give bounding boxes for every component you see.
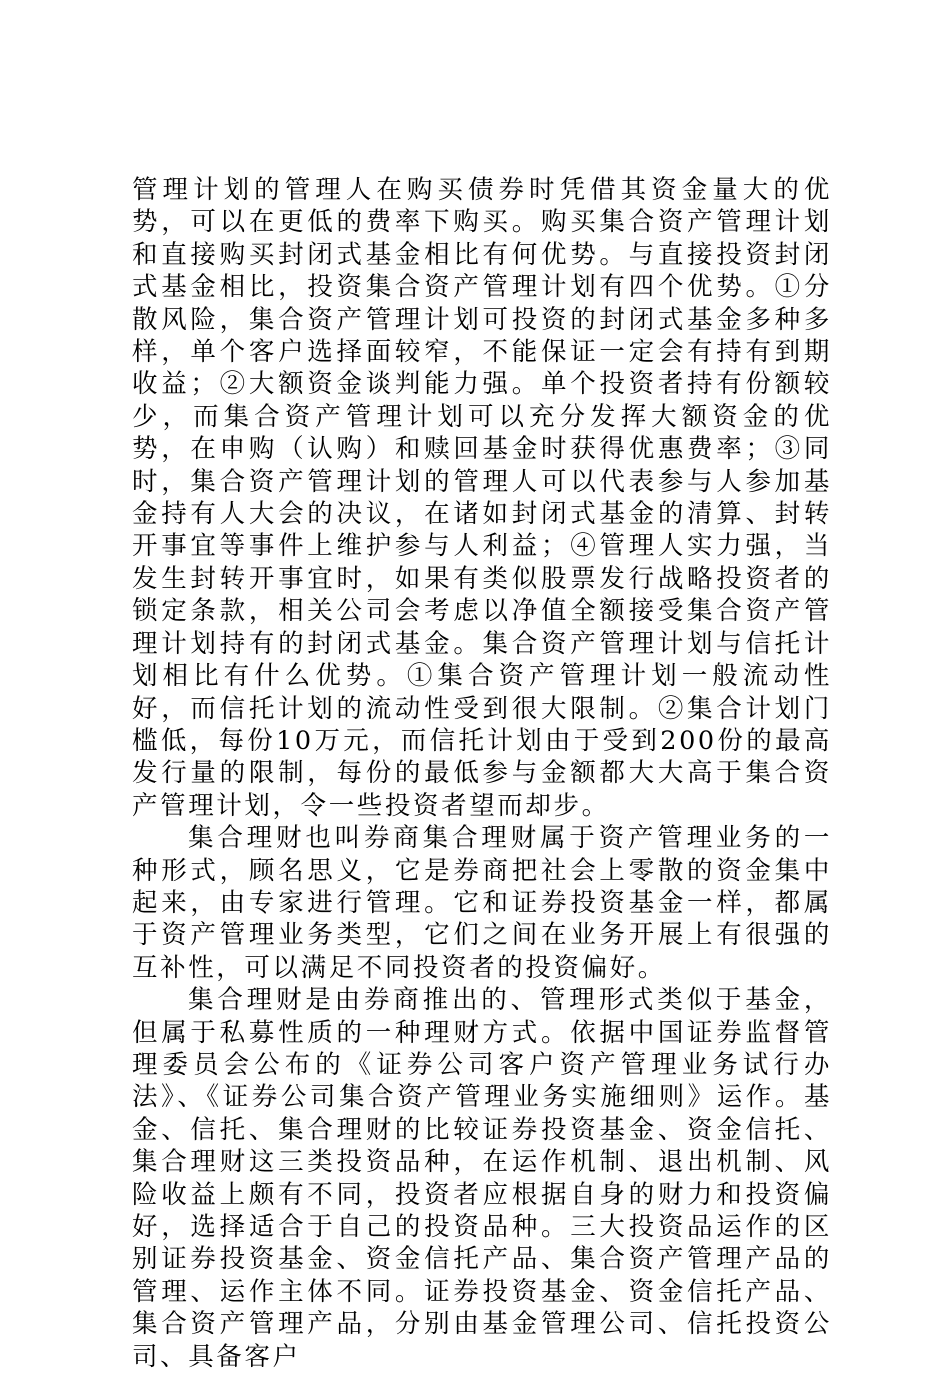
document-body — [132, 174, 832, 1373]
paragraph-1: 管理计划的管理人在购买债券时凭借其资金量大的优势，可以在更低的费率下购买。购买集合资产管理计划和直接购买封闭式基金相比有何优势。与直接投资封闭式基金相比，投资集合资产管理计划有四个优势。①分散风险，集合资产管理计划可投资的封闭式基金多种多样，单个客户选择面较窄，不能保证一定会有持有到期收益；②大额资金谈判能力强。单个投资者持有份额较少，而集合资产管理计划可以充分发挥大额资金的优势，在申购（认购）和赎回基金时获得优惠费率；③同时，集合资产管理计划的管理人可以代表参与人参加基金持有人大会的决议，在诸如封闭式基金的清算、封转开事宜等事件上维护参与人利益；④管理人实力强，当发生封转开事宜时，如果有类似股票发行战略投资者的锁定条款，相关公司会考虑以净值全额接受集合资产管理计划持有的封闭式基金。集合资产管理计划与信托计划相比有什么优势。①集合资产管理计划一般流动性好，而信托计划的流动性受到很大限制。②集合计划门槛低，每份10万元，而信托计划由于受到200份的最高发行量的限制，每份的最低参与金额都大大高于集合资产管理计划，令一些投资者望而却步。 — [132, 175, 832, 821]
paragraph-2: 集合理财也叫券商集合理财属于资产管理业务的一种形式，顾名思义，它是券商把社会上零散的资金集中起来，由专家进行管理。它和证券投资基金一样，都属于资产管理业务类型，它们之间在业务开展上有很强的互补性，可以满足不同投资者的投资偏好。 — [132, 823, 832, 983]
paragraph-3: 集合理财是由券商推出的、管理形式类似于基金，但属于私募性质的一种理财方式。依据中国证券监督管理委员会公布的《证券公司客户资产管理业务试行办法》、《证券公司集合资产管理业务实施细则》运作。基金、信托、集合理财的比较证券投资基金、资金信托、集合理财这三类投资品种，在运作机制、退出机制、风险收益上颇有不同，投资者应根据自身的财力和投资偏好，选择适合于自己的投资品种。三大投资品运作的区别证券投资基金、资金信托产品、集合资产管理产品的管理、运作主体不同。证券投资基金、资金信托产品、集合资产管理产品，分别由基金管理公司、信托投资公司、具备客户 — [132, 985, 832, 1372]
